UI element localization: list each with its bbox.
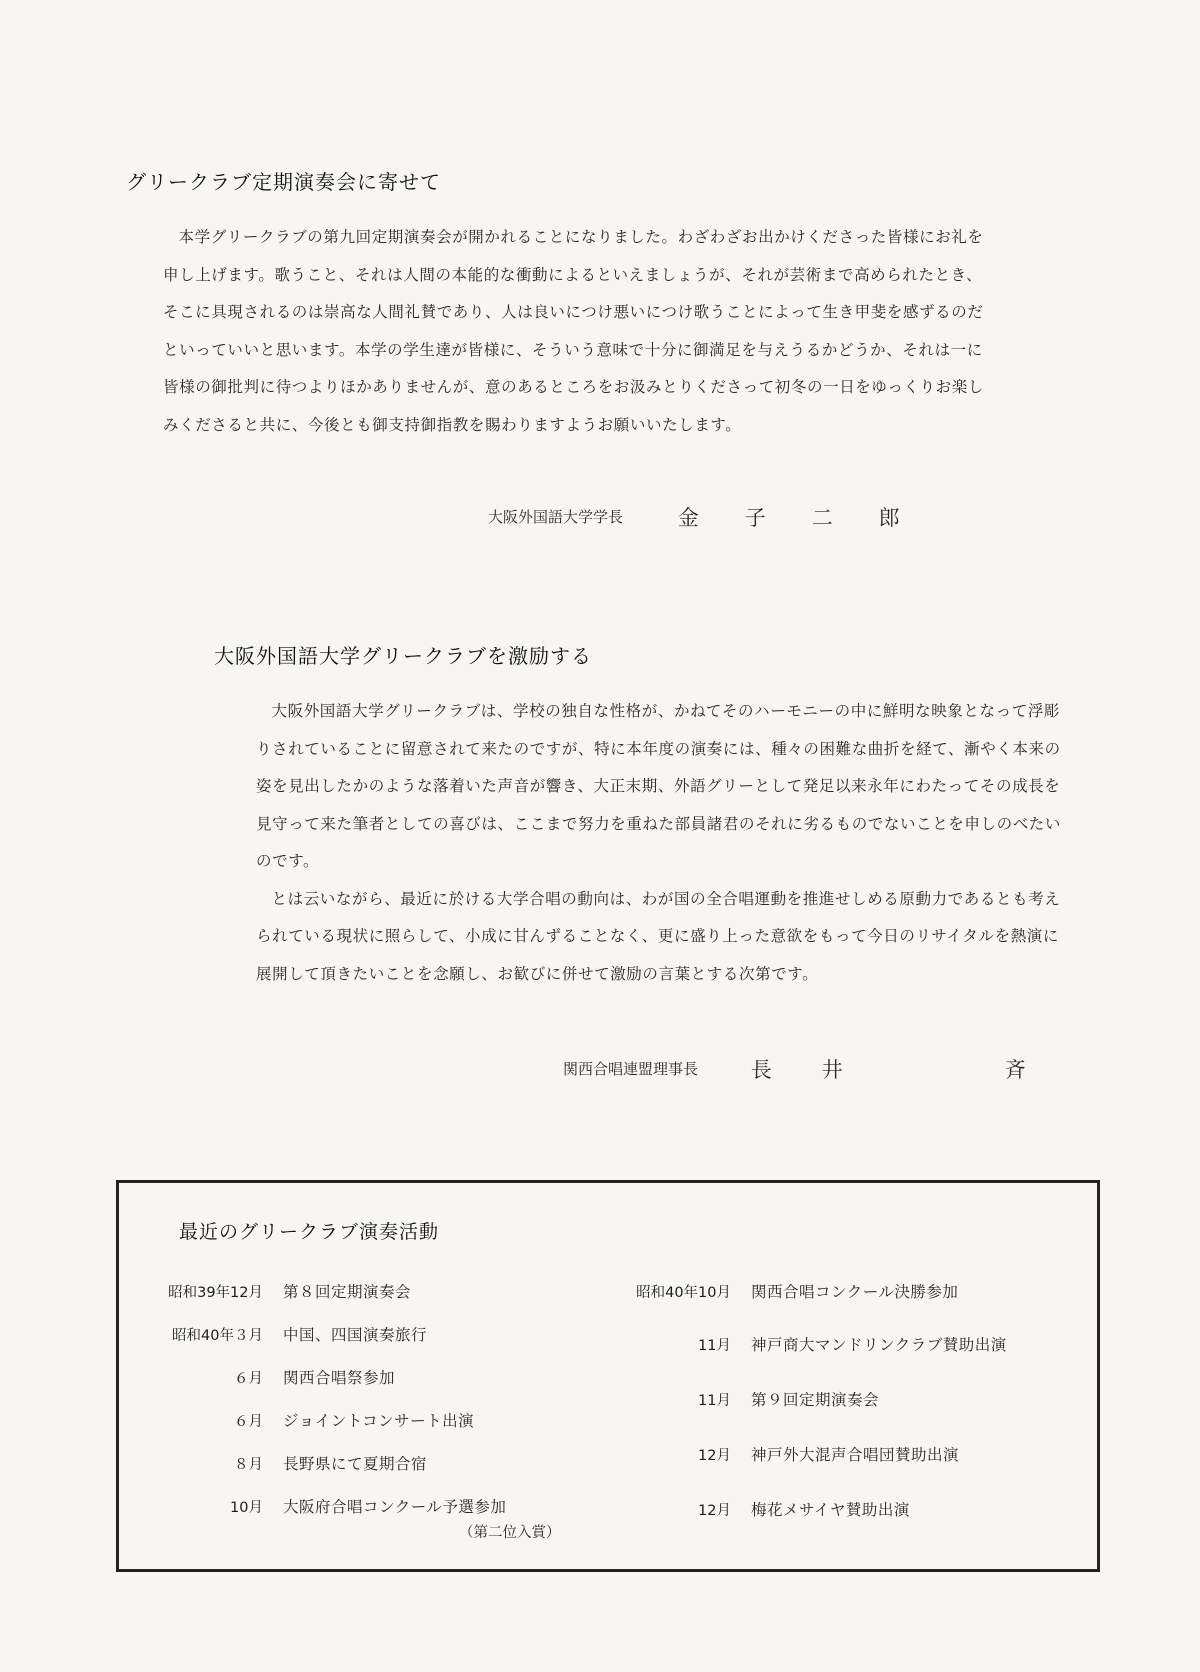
activity-item [619,1498,910,1520]
activity-item [619,1280,958,1302]
section1-paragraph: 本学グリークラブの第九回定期演奏会が開かれることになりました。わざわざお出かけくださった皆様にお礼を申し上げます。歌うこと、それは人間の本能的な衝動によるといえましょうが、それが芸術まで高められたとき、そこに具現されるのは崇高な人間礼賛であり、人は良いにつけ悪いにつけ歌うことによって生き甲斐を感ずるのだといっていいと思います。本学の学生達が皆様に、そういう意味で十分に御満足を与えうるかどうか、それは一に皆様の御批判に待つよりほかありませんが、意のあるところをお汲みとりくださって初冬の一日をゆっくりお楽しみくださると共に、今後とも御支持御指教を賜わりますようお願いいたします。 [163,228,984,434]
signature-name-char: 郎 [878,506,900,530]
signature-name-char: 井 [821,1058,843,1082]
activity-item [155,1280,411,1302]
activity-event: 関西合唱コンクール決勝参加 [751,1283,959,1301]
activity-event: 長野県にて夏期合宿 [283,1455,428,1473]
activities-box [116,1180,1100,1572]
section2-signature [563,1054,1026,1084]
activity-date: ８月 [234,1457,263,1473]
signature-name-char: 斉 [1004,1058,1026,1082]
activity-date: 昭和40年10月 [636,1285,731,1301]
section2-paragraph-1: 大阪外国語大学グリークラブは、学校の独自な性格が、かねてそのハーモニーの中に鮮明な映象となって浮彫りされていることに留意されて来たのですが、特に本年度の演奏には、種々の困難な曲折を経て、漸やく本来の姿を見出したかのような落着いた声音が響き、大正末期、外語グリーとして発足以来永年にわたってその成長を見守って来た筆者としての喜びは、ここまで努力を重ねた部員諸君のそれに劣るものでないことを申しのべたいのです。 [256,702,1062,870]
activity-item [155,1366,395,1388]
section1-title: グリークラブ定期演奏会に寄せて [126,170,441,194]
activity-event: 第８回定期演奏会 [283,1283,412,1301]
activity-event: 神戸商大マンドリンクラブ賛助出演 [751,1336,1007,1354]
activity-date: 10月 [230,1500,263,1516]
section2-paragraph-block [256,693,1068,993]
activity-date: 11月 [698,1393,731,1409]
activity-item [155,1495,506,1517]
activity-item [619,1333,1007,1355]
section2-paragraph-2: とは云いながら、最近に於ける大学合唱の動向は、わが国の全合唱運動を推進せしめる原動力であるとも考えられている現状に照らして、小成に甘んずることなく、更に盛り上った意欲をもって今日のリサイタルを熱演に展開して頂きたいことを念願し、お歓びに併せて激励の言葉とする次第です。 [256,889,1061,983]
activities-title: 最近のグリークラブ演奏活動 [179,1221,440,1243]
signature-name [751,1054,1026,1084]
activity-event: 中国、四国演奏旅行 [283,1326,428,1344]
activity-event: 大阪府合唱コンクール予選参加 [283,1498,507,1516]
activity-item [155,1323,427,1345]
signature-name [678,502,900,532]
signature-name-char: 長 [750,1058,772,1082]
section2-title: 大阪外国語大学グリークラブを激励する [214,644,592,668]
section1-paragraph-block [163,219,993,444]
activity-note: （第二位入賞） [459,1525,561,1541]
activity-item [619,1388,879,1410]
activity-date: 12月 [698,1503,731,1519]
signature-name-char: 二 [811,506,833,530]
activity-event: ジョイントコンサート出演 [283,1412,475,1430]
activity-date: 昭和39年12月 [168,1285,263,1301]
activity-item [155,1409,474,1431]
signature-name-char: 子 [744,506,766,530]
activity-date: 昭和40年３月 [172,1328,263,1344]
signature-title: 大阪外国語大学学長 [488,508,624,526]
activity-item [155,1452,427,1474]
signature-title: 関西合唱連盟理事長 [563,1060,699,1078]
activity-event: 第９回定期演奏会 [751,1391,880,1409]
activity-date: 12月 [698,1448,731,1464]
activity-event: 関西合唱祭参加 [283,1369,396,1387]
activity-date: ６月 [234,1414,263,1430]
activity-event: 神戸外大混声合唱団賛助出演 [751,1446,960,1464]
activity-date: ６月 [234,1371,263,1387]
activity-item [619,1443,959,1465]
signature-name-char: 金 [677,506,699,530]
section1-signature [488,502,900,532]
activity-date: 11月 [698,1338,731,1354]
activity-event: 梅花メサイヤ賛助出演 [751,1501,910,1519]
